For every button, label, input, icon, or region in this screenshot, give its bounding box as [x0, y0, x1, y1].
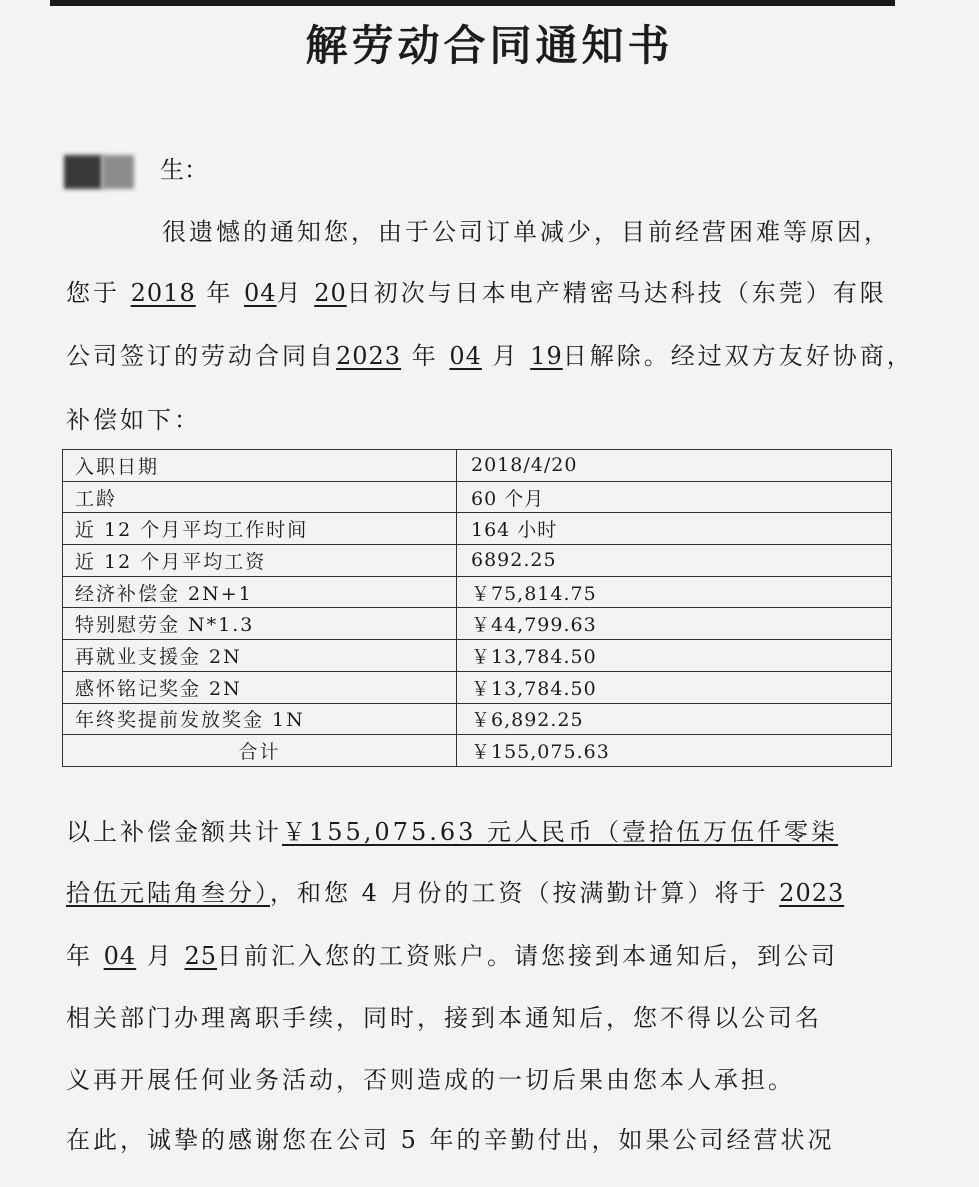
intro-line-3: [66, 336, 914, 376]
text: 以上补偿金额共计: [66, 818, 282, 846]
redacted-name-block-light: [102, 155, 134, 189]
table-cell-value: ￥13,784.50: [457, 671, 892, 703]
table-cell-item: 近 12 个月平均工资: [63, 545, 457, 577]
text: 日初次与日本电产精密马达科技（东莞）有限: [346, 279, 887, 307]
closing-line-5: 义再开展任何业务活动，否则造成的一切后果由您本人承担。: [66, 1066, 795, 1094]
table-row: [63, 545, 892, 577]
table-cell-item: 入职日期: [63, 450, 457, 482]
table-cell-value: ￥13,784.50: [457, 640, 892, 672]
table-cell-value: 164 小时: [457, 513, 892, 545]
table-cell-item: 工龄: [63, 481, 457, 513]
payment-day: 25: [184, 942, 218, 970]
table-cell-value: 60 个月: [457, 481, 892, 513]
table-row: [63, 481, 892, 513]
text: 您于: [66, 279, 120, 307]
table-cell-value: 6892.25: [457, 545, 892, 577]
salutation: [64, 148, 208, 192]
table-row: [63, 640, 892, 672]
text: 年: [66, 942, 93, 970]
text: 月: [276, 279, 304, 307]
start-year: 2018: [130, 279, 196, 307]
text: 月: [492, 342, 520, 370]
compensation-table-body: [63, 450, 892, 767]
table-cell-value: ￥6,892.25: [457, 703, 892, 735]
redacted-name-block: [64, 155, 102, 189]
text: 年: [206, 279, 234, 307]
start-day: 20: [314, 279, 347, 307]
table-row: [63, 608, 892, 640]
table-row: [63, 450, 892, 482]
table-cell-value: ￥44,799.63: [457, 608, 892, 640]
table-cell-item: 再就业支援金 2N: [63, 640, 457, 672]
cut-off-next-line: [66, 1172, 896, 1187]
intro-line-1: 很遗憾的通知您，由于公司订单减少，目前经营困难等原因，: [162, 218, 891, 246]
table-row: [63, 576, 892, 608]
table-cell-value: 2018/4/20: [457, 450, 892, 482]
table-cell-value: ￥75,814.75: [457, 576, 892, 608]
payment-year: 2023: [779, 879, 845, 907]
total-amount-words-part2: 拾伍元陆角叁分）: [66, 879, 270, 907]
table-cell-item: 年终奖提前发放奖金 1N: [63, 703, 457, 735]
intro-line-4: 补偿如下：: [66, 406, 201, 434]
intro-line-2: [66, 273, 896, 313]
table-row: [63, 703, 892, 735]
top-edge-bar: [50, 0, 895, 6]
document-title: 解劳动合同通知书: [305, 21, 674, 70]
table-row: [63, 513, 892, 545]
end-year: 2023: [336, 342, 402, 370]
salutation-suffix: 生：: [160, 156, 208, 184]
table-cell-item: 经济补偿金 2N+1: [63, 576, 457, 608]
closing-line-3: [66, 936, 896, 976]
table-cell-item: 特别慰劳金 N*1.3: [63, 608, 457, 640]
end-day: 19: [530, 342, 563, 370]
table-row: [63, 671, 892, 703]
start-month: 04: [244, 279, 277, 307]
text: 年: [411, 342, 439, 370]
text: 月: [146, 942, 174, 970]
total-label: 合计: [63, 735, 457, 767]
text: 日解除。经过双方友好协商，: [562, 342, 914, 370]
total-value: ￥155,075.63: [457, 735, 892, 767]
text: 公司签订的劳动合同自: [66, 342, 336, 370]
text: 日前汇入您的工资账户。请您接到本通知后，到公司: [217, 942, 839, 970]
text: ，和您 4 月份的工资（按满勤计算）将于: [270, 879, 769, 907]
table-cell-item: 近 12 个月平均工作时间: [63, 513, 457, 545]
closing-line-6: 在此，诚挚的感谢您在公司 5 年的辛勤付出，如果公司经营状况: [66, 1126, 835, 1154]
total-amount-words-part1: ￥155,075.63 元人民币（壹拾伍万伍仟零柒: [282, 818, 839, 846]
end-month: 04: [449, 342, 482, 370]
closing-line-2: [66, 873, 896, 913]
closing-line-4: 相关部门办理离职手续，同时，接到本通知后，您不得以公司名: [66, 1004, 822, 1032]
table-cell-item: 感怀铭记奖金 2N: [63, 671, 457, 703]
compensation-table: [62, 449, 892, 767]
payment-month: 04: [103, 942, 137, 970]
closing-line-1: [66, 812, 896, 852]
table-total-row: [63, 735, 892, 767]
